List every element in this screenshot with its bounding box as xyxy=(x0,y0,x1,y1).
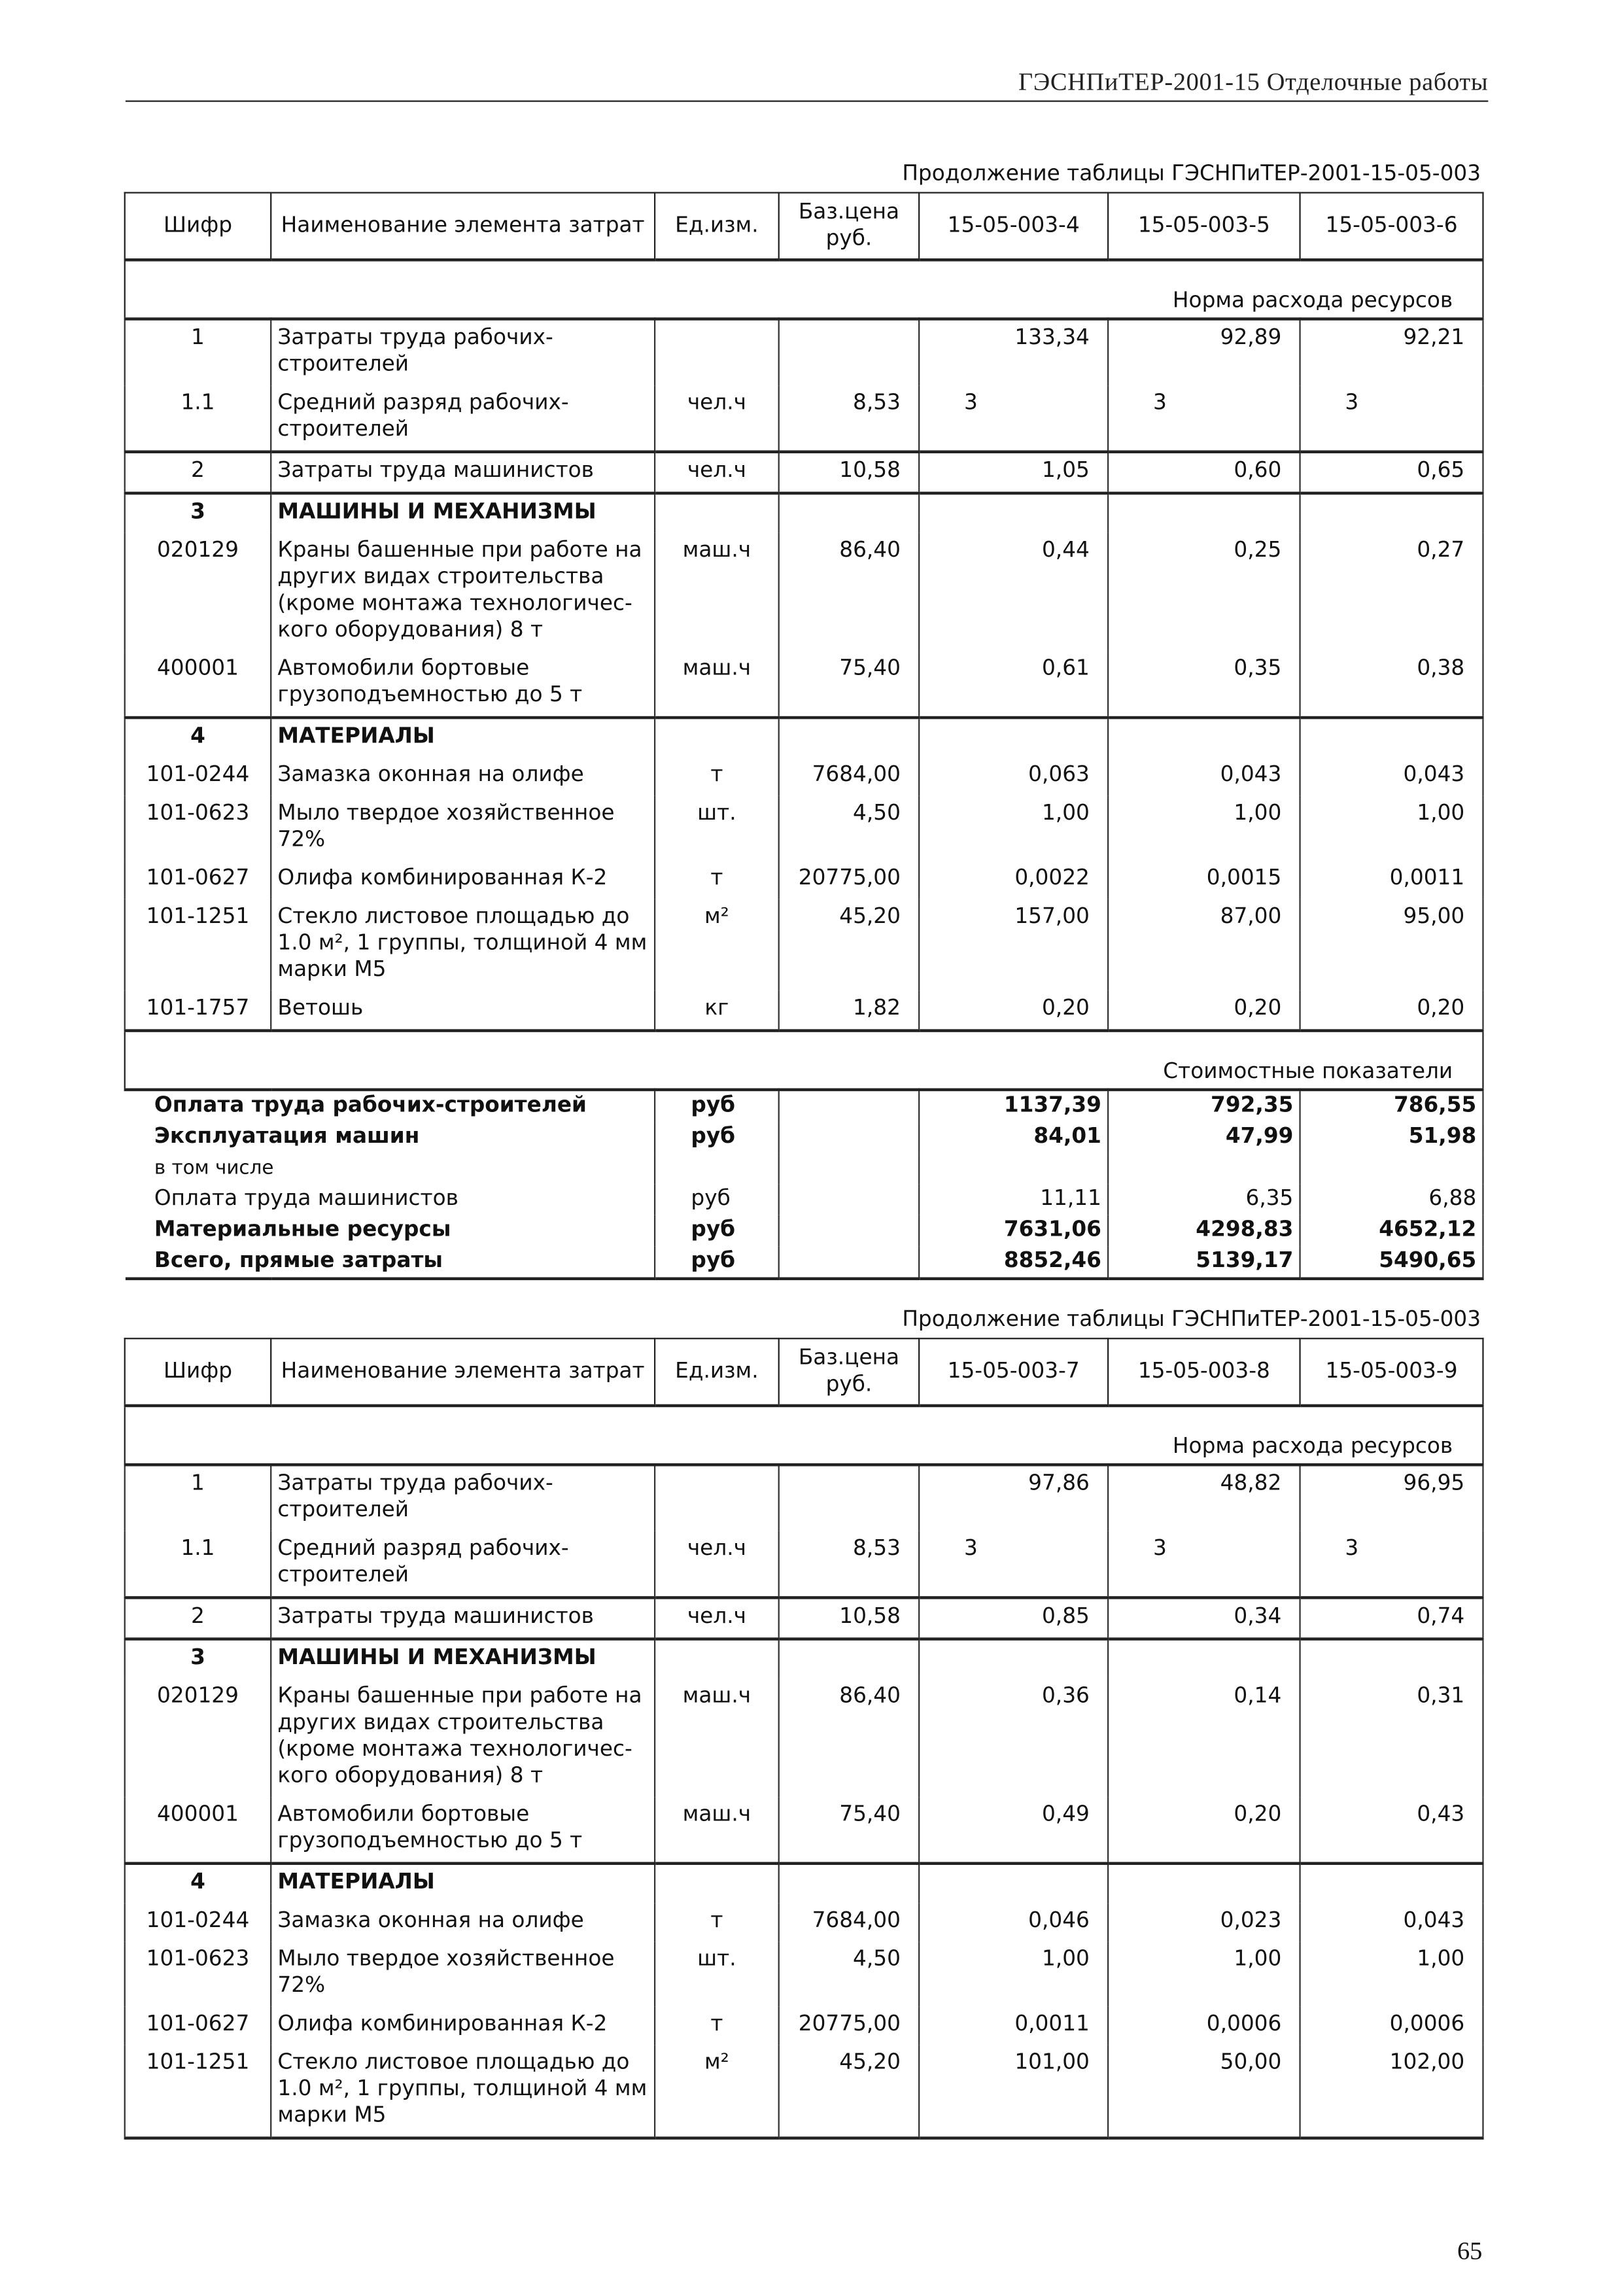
row-code: 1 xyxy=(125,1465,271,1531)
cost-label: Эксплуатация машин xyxy=(125,1122,655,1153)
row-value xyxy=(1300,493,1483,533)
row-value: 0,27 xyxy=(1300,533,1483,652)
column-header: Шифр xyxy=(125,1338,271,1406)
cost-value: 5490,65 xyxy=(1300,1246,1483,1279)
row-name: Замазка оконная на олифе xyxy=(271,757,655,796)
row-unit: т xyxy=(655,1904,779,1942)
column-header: 15-05-003-8 xyxy=(1108,1338,1300,1406)
row-value: 0,34 xyxy=(1108,1597,1300,1639)
section-norms-label: Норма расхода ресурсов xyxy=(125,260,1483,319)
row-unit: маш.ч xyxy=(655,1797,779,1864)
row-value: 0,0011 xyxy=(1300,861,1483,899)
row-value xyxy=(919,718,1108,757)
table-row xyxy=(125,452,1483,493)
row-code: 400001 xyxy=(125,651,271,718)
row-code: 1.1 xyxy=(125,385,271,452)
row-name: Олифа комбинированная К-2 xyxy=(271,2007,655,2045)
row-code: 3 xyxy=(125,1639,271,1679)
row-value: 133,34 xyxy=(919,319,1108,386)
row-code: 101-0244 xyxy=(125,757,271,796)
row-base-price: 1,82 xyxy=(779,991,919,1031)
row-unit: шт. xyxy=(655,796,779,861)
row-base-price xyxy=(779,1864,919,1904)
row-code: 101-1251 xyxy=(125,899,271,991)
row-value: 157,00 xyxy=(919,899,1108,991)
row-value: 92,21 xyxy=(1300,319,1483,386)
cost-value: 7631,06 xyxy=(919,1215,1108,1246)
row-value: 0,61 xyxy=(919,651,1108,718)
row-value: 87,00 xyxy=(1108,899,1300,991)
column-header: Наименование элемента затрат xyxy=(271,1338,655,1406)
cost-row xyxy=(125,1122,1483,1153)
table-row xyxy=(125,1864,1483,1904)
row-value: 0,20 xyxy=(1108,991,1300,1031)
cost-label: в том числе xyxy=(125,1153,655,1184)
column-header: Баз.цена руб. xyxy=(779,193,919,260)
row-value: 92,89 xyxy=(1108,319,1300,386)
table-row xyxy=(125,2007,1483,2045)
cost-label: Материальные ресурсы xyxy=(125,1215,655,1246)
column-header: 15-05-003-4 xyxy=(919,193,1108,260)
row-code: 101-1757 xyxy=(125,991,271,1031)
column-header: Ед.изм. xyxy=(655,1338,779,1406)
header-row xyxy=(125,1338,1483,1406)
row-code: 020129 xyxy=(125,1679,271,1798)
header-rule xyxy=(126,100,1488,101)
row-name: Ветошь xyxy=(271,991,655,1031)
row-unit: т xyxy=(655,861,779,899)
row-code: 2 xyxy=(125,452,271,493)
section-row xyxy=(125,1031,1483,1090)
row-base-price xyxy=(779,718,919,757)
row-value: 0,65 xyxy=(1300,452,1483,493)
row-name: Замазка оконная на олифе xyxy=(271,1904,655,1942)
column-header: Баз.цена руб. xyxy=(779,1338,919,1406)
row-value: 96,95 xyxy=(1300,1465,1483,1531)
cost-value: 4298,83 xyxy=(1108,1215,1300,1246)
cost-value: 4652,12 xyxy=(1300,1215,1483,1246)
row-unit xyxy=(655,718,779,757)
cost-value xyxy=(919,1153,1108,1184)
table-row xyxy=(125,319,1483,386)
cost-value xyxy=(1300,1153,1483,1184)
row-base-price: 20775,00 xyxy=(779,2007,919,2045)
row-unit: т xyxy=(655,2007,779,2045)
row-value: 0,20 xyxy=(919,991,1108,1031)
page-number: 65 xyxy=(1457,2236,1483,2265)
row-value: 0,0011 xyxy=(919,2007,1108,2045)
row-value: 3 xyxy=(919,1531,1108,1598)
row-value xyxy=(919,1639,1108,1679)
section-costs-label: Стоимостные показатели xyxy=(125,1031,1483,1090)
row-value: 3 xyxy=(1300,385,1483,452)
row-base-price: 7684,00 xyxy=(779,1904,919,1942)
row-base-price: 7684,00 xyxy=(779,757,919,796)
column-header: Ед.изм. xyxy=(655,193,779,260)
row-unit: т xyxy=(655,757,779,796)
cost-blank xyxy=(779,1153,919,1184)
row-value xyxy=(1108,493,1300,533)
row-value: 1,00 xyxy=(1108,796,1300,861)
row-value: 97,86 xyxy=(919,1465,1108,1531)
table-row xyxy=(125,1904,1483,1942)
row-name: Олифа комбинированная К-2 xyxy=(271,861,655,899)
cost-value: 84,01 xyxy=(919,1122,1108,1153)
cost-value: 6,88 xyxy=(1300,1184,1483,1215)
row-code: 101-0623 xyxy=(125,796,271,861)
row-value: 3 xyxy=(1300,1531,1483,1598)
row-value: 1,00 xyxy=(1300,1941,1483,2006)
cost-unit: руб xyxy=(655,1215,779,1246)
row-value: 0,49 xyxy=(919,1797,1108,1864)
row-base-price: 8,53 xyxy=(779,1531,919,1598)
column-header: 15-05-003-7 xyxy=(919,1338,1108,1406)
table-row xyxy=(125,899,1483,991)
row-base-price: 20775,00 xyxy=(779,861,919,899)
row-code: 1.1 xyxy=(125,1531,271,1598)
row-code: 400001 xyxy=(125,1797,271,1864)
table-row xyxy=(125,493,1483,533)
row-value: 102,00 xyxy=(1300,2045,1483,2138)
row-value: 0,043 xyxy=(1300,1904,1483,1942)
row-value: 95,00 xyxy=(1300,899,1483,991)
row-name: МАТЕРИАЛЫ xyxy=(271,718,655,757)
cost-blank xyxy=(779,1246,919,1279)
cost-row xyxy=(125,1184,1483,1215)
row-base-price xyxy=(779,493,919,533)
row-value: 0,25 xyxy=(1108,533,1300,652)
row-unit: маш.ч xyxy=(655,1679,779,1798)
row-code: 020129 xyxy=(125,533,271,652)
row-value: 0,043 xyxy=(1300,757,1483,796)
row-value: 1,05 xyxy=(919,452,1108,493)
row-value: 1,00 xyxy=(919,1941,1108,2006)
row-unit xyxy=(655,1465,779,1531)
row-name: Краны башенные при работе на других видах строительства (кроме монтажа технологичес-кого оборудования) 8 т xyxy=(271,1679,655,1798)
row-code: 101-0627 xyxy=(125,2007,271,2045)
table-row xyxy=(125,991,1483,1031)
row-value xyxy=(1108,1639,1300,1679)
row-value: 0,0006 xyxy=(1300,2007,1483,2045)
row-value: 0,043 xyxy=(1108,757,1300,796)
row-code: 3 xyxy=(125,493,271,533)
row-value: 1,00 xyxy=(919,796,1108,861)
row-unit xyxy=(655,493,779,533)
cost-value: 5139,17 xyxy=(1108,1246,1300,1279)
row-unit xyxy=(655,1864,779,1904)
row-value: 0,063 xyxy=(919,757,1108,796)
cost-unit: руб xyxy=(655,1246,779,1279)
row-unit: маш.ч xyxy=(655,651,779,718)
row-name: Затраты труда рабочих-строителей xyxy=(271,319,655,386)
row-name: Затраты труда машинистов xyxy=(271,1597,655,1639)
row-name: Автомобили бортовые грузоподъемностью до 5 т xyxy=(271,651,655,718)
running-head: ГЭСНПиТЕР-2001-15 Отделочные работы xyxy=(1018,67,1489,96)
row-unit xyxy=(655,319,779,386)
row-unit: м² xyxy=(655,2045,779,2138)
cost-blank xyxy=(779,1184,919,1215)
row-value: 0,0006 xyxy=(1108,2007,1300,2045)
row-value: 0,44 xyxy=(919,533,1108,652)
column-header: 15-05-003-6 xyxy=(1300,193,1483,260)
cost-row xyxy=(125,1215,1483,1246)
column-header: 15-05-003-9 xyxy=(1300,1338,1483,1406)
column-header: Шифр xyxy=(125,193,271,260)
table-row xyxy=(125,861,1483,899)
row-value: 1,00 xyxy=(1300,796,1483,861)
row-code: 101-0627 xyxy=(125,861,271,899)
table-row xyxy=(125,1797,1483,1864)
row-base-price xyxy=(779,1465,919,1531)
row-value: 0,0022 xyxy=(919,861,1108,899)
row-value xyxy=(1300,1639,1483,1679)
cost-unit: руб xyxy=(655,1122,779,1153)
row-base-price: 45,20 xyxy=(779,899,919,991)
table-row xyxy=(125,718,1483,757)
row-value: 0,38 xyxy=(1300,651,1483,718)
row-base-price: 10,58 xyxy=(779,1597,919,1639)
row-unit: м² xyxy=(655,899,779,991)
row-value: 0,20 xyxy=(1300,991,1483,1031)
row-base-price: 45,20 xyxy=(779,2045,919,2138)
table-caption: Продолжение таблицы ГЭСНПиТЕР-2001-15-05-003 xyxy=(902,162,1481,186)
row-value: 0,046 xyxy=(919,1904,1108,1942)
cost-unit: руб xyxy=(655,1184,779,1215)
row-base-price xyxy=(779,319,919,386)
row-value: 48,82 xyxy=(1108,1465,1300,1531)
table-row xyxy=(125,385,1483,452)
column-header: Наименование элемента затрат xyxy=(271,193,655,260)
cost-label: Оплата труда машинистов xyxy=(125,1184,655,1215)
row-value: 0,0015 xyxy=(1108,861,1300,899)
row-value xyxy=(919,1864,1108,1904)
row-base-price: 86,40 xyxy=(779,533,919,652)
row-unit: чел.ч xyxy=(655,1597,779,1639)
row-value: 0,74 xyxy=(1300,1597,1483,1639)
cost-value: 6,35 xyxy=(1108,1184,1300,1215)
table-row xyxy=(125,1531,1483,1598)
table-row xyxy=(125,2045,1483,2138)
row-unit: чел.ч xyxy=(655,1531,779,1598)
row-base-price: 86,40 xyxy=(779,1679,919,1798)
row-name: Мыло твердое хозяйственное 72% xyxy=(271,796,655,861)
row-name: МАШИНЫ И МЕХАНИЗМЫ xyxy=(271,493,655,533)
row-base-price: 4,50 xyxy=(779,796,919,861)
row-base-price: 75,40 xyxy=(779,651,919,718)
row-code: 1 xyxy=(125,319,271,386)
row-value: 50,00 xyxy=(1108,2045,1300,2138)
row-unit: чел.ч xyxy=(655,385,779,452)
row-value: 3 xyxy=(1108,385,1300,452)
table-row xyxy=(125,757,1483,796)
row-name: Затраты труда рабочих-строителей xyxy=(271,1465,655,1531)
cost-value: 786,55 xyxy=(1300,1090,1483,1122)
row-value: 0,20 xyxy=(1108,1797,1300,1864)
table-row xyxy=(125,1465,1483,1531)
cost-value: 47,99 xyxy=(1108,1122,1300,1153)
section-row xyxy=(125,260,1483,319)
section-row xyxy=(125,1406,1483,1465)
table-row xyxy=(125,533,1483,652)
cost-blank xyxy=(779,1090,919,1122)
cost-unit xyxy=(655,1153,779,1184)
row-name: Затраты труда машинистов xyxy=(271,452,655,493)
column-header: 15-05-003-5 xyxy=(1108,193,1300,260)
row-base-price: 10,58 xyxy=(779,452,919,493)
row-name: Средний разряд рабочих-строителей xyxy=(271,1531,655,1598)
row-value: 0,35 xyxy=(1108,651,1300,718)
row-value xyxy=(1300,718,1483,757)
row-name: Автомобили бортовые грузоподъемностью до 5 т xyxy=(271,1797,655,1864)
row-value: 0,60 xyxy=(1108,452,1300,493)
row-value: 3 xyxy=(919,385,1108,452)
cost-value xyxy=(1108,1153,1300,1184)
row-code: 101-0244 xyxy=(125,1904,271,1942)
row-unit: чел.ч xyxy=(655,452,779,493)
cost-label: Всего, прямые затраты xyxy=(125,1246,655,1279)
cost-value: 8852,46 xyxy=(919,1246,1108,1279)
row-code: 101-0623 xyxy=(125,1941,271,2006)
row-value: 1,00 xyxy=(1108,1941,1300,2006)
row-code: 4 xyxy=(125,1864,271,1904)
cost-value: 792,35 xyxy=(1108,1090,1300,1122)
cost-label: Оплата труда рабочих-строителей xyxy=(125,1090,655,1122)
row-name: Краны башенные при работе на других видах строительства (кроме монтажа технологичес-кого оборудования) 8 т xyxy=(271,533,655,652)
row-name: Стекло листовое площадью до 1.0 м², 1 группы, толщиной 4 мм марки М5 xyxy=(271,899,655,991)
row-unit xyxy=(655,1639,779,1679)
table-row xyxy=(125,651,1483,718)
cost-row xyxy=(125,1246,1483,1279)
row-value: 0,85 xyxy=(919,1597,1108,1639)
row-unit: маш.ч xyxy=(655,533,779,652)
row-name: Стекло листовое площадью до 1.0 м², 1 группы, толщиной 4 мм марки М5 xyxy=(271,2045,655,2138)
cost-unit: руб xyxy=(655,1090,779,1122)
cost-blank xyxy=(779,1122,919,1153)
row-value: 0,023 xyxy=(1108,1904,1300,1942)
row-code: 2 xyxy=(125,1597,271,1639)
row-unit: шт. xyxy=(655,1941,779,2006)
row-value: 3 xyxy=(1108,1531,1300,1598)
row-base-price: 8,53 xyxy=(779,385,919,452)
row-value xyxy=(919,493,1108,533)
resource-table-2 xyxy=(124,1338,1484,2140)
row-unit: кг xyxy=(655,991,779,1031)
row-base-price: 4,50 xyxy=(779,1941,919,2006)
row-value: 0,14 xyxy=(1108,1679,1300,1798)
row-code: 101-1251 xyxy=(125,2045,271,2138)
row-name: Мыло твердое хозяйственное 72% xyxy=(271,1941,655,2006)
table-row xyxy=(125,1597,1483,1639)
row-code: 4 xyxy=(125,718,271,757)
row-value: 0,31 xyxy=(1300,1679,1483,1798)
row-base-price: 75,40 xyxy=(779,1797,919,1864)
row-value: 0,36 xyxy=(919,1679,1108,1798)
cost-blank xyxy=(779,1215,919,1246)
header-row xyxy=(125,193,1483,260)
row-name: МАШИНЫ И МЕХАНИЗМЫ xyxy=(271,1639,655,1679)
cost-value: 1137,39 xyxy=(919,1090,1108,1122)
row-value xyxy=(1108,1864,1300,1904)
row-value: 101,00 xyxy=(919,2045,1108,2138)
table-caption: Продолжение таблицы ГЭСНПиТЕР-2001-15-05-003 xyxy=(902,1308,1481,1332)
cost-row xyxy=(125,1153,1483,1184)
table-row xyxy=(125,796,1483,861)
section-norms-label: Норма расхода ресурсов xyxy=(125,1406,1483,1465)
table-row xyxy=(125,1679,1483,1798)
table-row xyxy=(125,1941,1483,2006)
cost-value: 51,98 xyxy=(1300,1122,1483,1153)
table-row xyxy=(125,1639,1483,1679)
row-name: МАТЕРИАЛЫ xyxy=(271,1864,655,1904)
row-value xyxy=(1300,1864,1483,1904)
row-name: Средний разряд рабочих-строителей xyxy=(271,385,655,452)
resource-table-1 xyxy=(124,192,1484,1280)
cost-value: 11,11 xyxy=(919,1184,1108,1215)
row-value xyxy=(1108,718,1300,757)
cost-row xyxy=(125,1090,1483,1122)
row-value: 0,43 xyxy=(1300,1797,1483,1864)
row-base-price xyxy=(779,1639,919,1679)
